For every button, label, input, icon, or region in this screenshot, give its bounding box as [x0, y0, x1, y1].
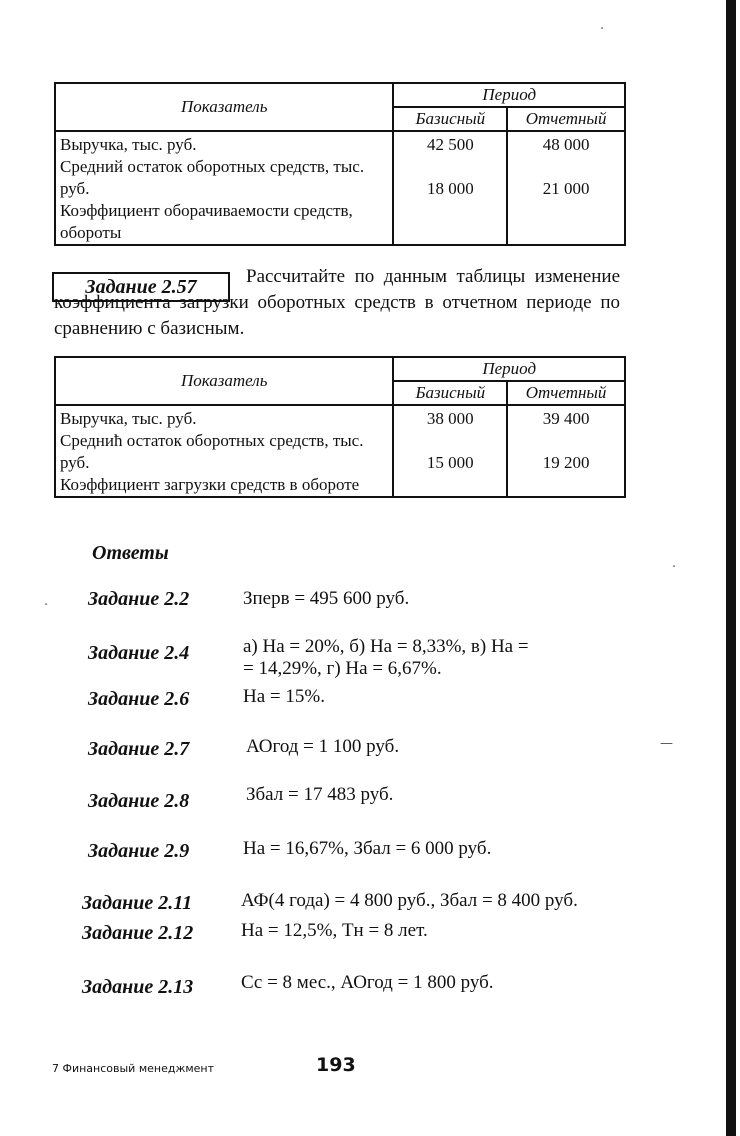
task-text-content: Рассчитайте по данным таблицы изменение коэффициента загрузки оборотных средств в отчетном периоде по сравнению с базисным. — [54, 266, 620, 339]
answer-label: Задание 2.4 — [88, 642, 190, 664]
row-base: 18 000 — [393, 156, 507, 200]
header-period: Период — [393, 357, 625, 381]
row-report — [507, 200, 625, 245]
answer-label: Задание 2.8 — [88, 790, 190, 812]
row-label: Выручка, тыс. руб. — [55, 405, 393, 430]
table-turnover — [54, 82, 626, 246]
answer-value: АФ(4 года) = 4 800 руб., Збал = 8 400 руб. — [241, 890, 578, 911]
row-report: 39 400 — [507, 405, 625, 430]
row-label: Средний остаток оборотных средств, тыс. руб. — [55, 156, 393, 200]
row-base — [393, 474, 507, 497]
answer-label: Задание 2.6 — [88, 688, 190, 710]
answer-label: Задание 2.2 — [88, 588, 190, 610]
answers-title: Ответы — [92, 542, 169, 564]
table-load — [54, 356, 626, 498]
answer-label: Задание 2.11 — [82, 892, 193, 914]
answer-value: = 14,29%, г) На = 6,67%. — [243, 658, 442, 679]
header-report: Отчетный — [507, 107, 625, 131]
answer-label: Задание 2.13 — [82, 976, 194, 998]
header-indicator: Показатель — [55, 357, 393, 405]
answer-value: а) На = 20%, б) На = 8,33%, в) На = — [243, 636, 529, 657]
footer-book-title: 7 Финансовый менеджмент — [52, 1062, 215, 1075]
answer-value: АОгод = 1 100 руб. — [246, 736, 400, 757]
answer-value: Зперв = 495 600 руб. — [243, 588, 410, 609]
header-base: Базисный — [393, 107, 507, 131]
answer-value: Сс = 8 мес., АОгод = 1 800 руб. — [241, 972, 494, 993]
row-label: Коэффициент оборачиваемости средств, обороты — [55, 200, 393, 245]
row-base: 38 000 — [393, 405, 507, 430]
answer-value: На = 15%. — [243, 686, 325, 707]
table-row — [55, 131, 625, 156]
answer-value: Збал = 17 483 руб. — [246, 784, 394, 805]
table-row — [55, 430, 625, 474]
task-label-box: Задание 2.57 — [52, 272, 230, 302]
answer-label: Задание 2.7 — [88, 738, 190, 760]
row-report — [507, 474, 625, 497]
header-period: Период — [393, 83, 625, 107]
answer-value: На = 12,5%, Тн = 8 лет. — [241, 920, 428, 941]
row-base — [393, 200, 507, 245]
scan-speck: · — [672, 560, 677, 575]
row-report: 48 000 — [507, 131, 625, 156]
header-report: Отчетный — [507, 381, 625, 405]
row-report: 19 200 — [507, 430, 625, 474]
answer-value: На = 16,67%, Збал = 6 000 руб. — [243, 838, 492, 859]
table-row — [55, 156, 625, 200]
row-base: 42 500 — [393, 131, 507, 156]
row-report: 21 000 — [507, 156, 625, 200]
row-label: Выручка, тыс. руб. — [55, 131, 393, 156]
header-base: Базисный — [393, 381, 507, 405]
row-label: Среднић остаток оборотных средств, тыс. руб. — [55, 430, 393, 474]
scan-speck: — — [660, 736, 673, 751]
table-row — [55, 474, 625, 497]
row-label: Коэффициент загрузки средств в обороте — [55, 474, 393, 497]
row-base: 15 000 — [393, 430, 507, 474]
header-indicator: Показатель — [55, 83, 393, 131]
task-text — [54, 264, 620, 342]
scan-speck: · — [600, 22, 605, 37]
scan-edge — [726, 0, 736, 1136]
table-row — [55, 200, 625, 245]
scan-speck: · — [44, 598, 49, 613]
answer-label: Задание 2.12 — [82, 922, 194, 944]
table-row — [55, 405, 625, 430]
page-number: 193 — [316, 1054, 356, 1076]
answer-label: Задание 2.9 — [88, 840, 190, 862]
